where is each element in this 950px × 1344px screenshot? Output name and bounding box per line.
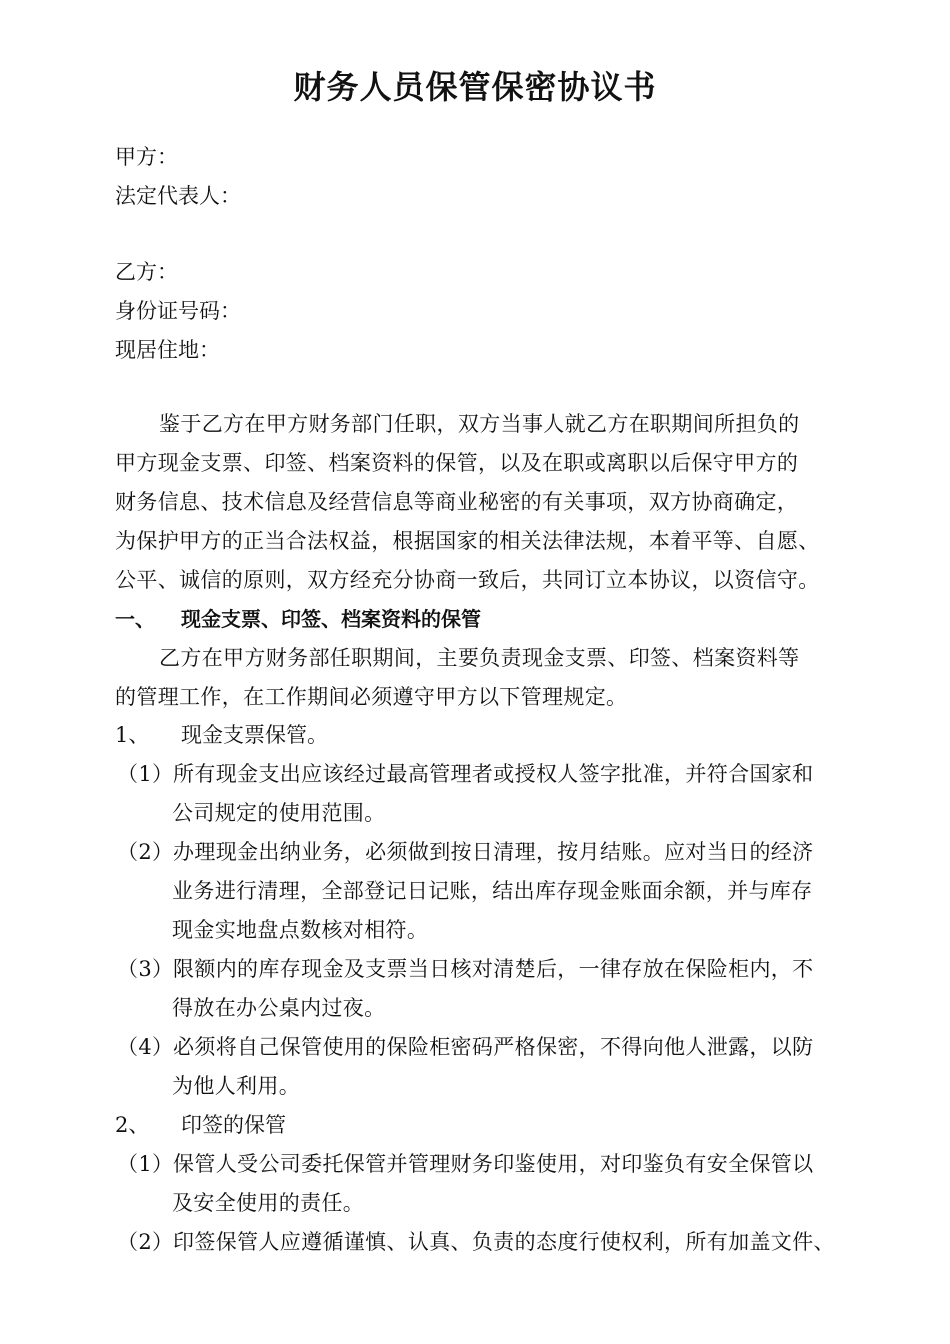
list-item bbox=[117, 1228, 835, 1256]
document-title: 财务人员保管保密协议书 bbox=[293, 68, 657, 106]
item-line: 印签保管人应遵循谨慎、认真、负责的态度行使权利，所有加盖文件、 bbox=[173, 1230, 835, 1254]
section-number: 一、 bbox=[115, 607, 155, 631]
party-a-representative-label: 法定代表人： bbox=[115, 184, 241, 208]
list-item bbox=[117, 838, 814, 866]
subsection-2-heading bbox=[115, 1111, 286, 1139]
item-line: 保管人受公司委托保管并管理财务印鉴使用，对印鉴负有安全保管以 bbox=[173, 1152, 814, 1176]
item-line: 业务进行清理，全部登记日记账，结出库存现金账面余额，并与库存 bbox=[172, 879, 813, 903]
preamble-line: 鉴于乙方在甲方财务部门任职，双方当事人就乙方在职期间所担负的 bbox=[159, 412, 800, 436]
subsection-number: 2、 bbox=[115, 1113, 150, 1137]
subsection-title: 现金支票保管。 bbox=[181, 723, 328, 747]
list-item bbox=[117, 1150, 814, 1178]
party-b-label: 乙方： bbox=[115, 260, 178, 284]
item-line: 公司规定的使用范围。 bbox=[172, 801, 386, 825]
item-line: 所有现金支出应该经过最高管理者或授权人签字批准，并符合国家和 bbox=[173, 762, 814, 786]
list-item bbox=[117, 1033, 814, 1061]
item-number: （4） bbox=[117, 1035, 174, 1059]
list-item bbox=[117, 760, 814, 788]
item-number: （2） bbox=[117, 1230, 174, 1254]
item-line: 得放在办公桌内过夜。 bbox=[172, 996, 386, 1020]
party-b-id-label: 身份证号码： bbox=[115, 299, 241, 323]
preamble-line: 公平、诚信的原则，双方经充分协商一致后，共同订立本协议，以资信守。 bbox=[115, 568, 820, 592]
list-item bbox=[117, 955, 814, 983]
party-b-address-label: 现居住地： bbox=[115, 338, 220, 362]
item-line: 限额内的库存现金及支票当日核对清楚后，一律存放在保险柜内，不 bbox=[173, 957, 814, 981]
preamble-line: 为保护甲方的正当合法权益，根据国家的相关法律法规，本着平等、自愿、 bbox=[115, 529, 820, 553]
item-number: （1） bbox=[117, 1152, 174, 1176]
section-1-intro-line: 的管理工作，在工作期间必须遵守甲方以下管理规定。 bbox=[115, 685, 628, 709]
item-number: （1） bbox=[117, 762, 174, 786]
subsection-1-heading bbox=[115, 721, 328, 749]
party-a-label: 甲方： bbox=[115, 145, 178, 169]
section-1-intro-line: 乙方在甲方财务部任职期间，主要负责现金支票、印签、档案资料等 bbox=[159, 646, 800, 670]
item-number: （2） bbox=[117, 840, 174, 864]
subsection-number: 1、 bbox=[115, 723, 150, 747]
item-line: 办理现金出纳业务，必须做到按日清理，按月结账。应对当日的经济 bbox=[173, 840, 814, 864]
preamble-line: 财务信息、技术信息及经营信息等商业秘密的有关事项，双方协商确定， bbox=[115, 490, 799, 514]
section-title: 现金支票、印签、档案资料的保管 bbox=[181, 607, 481, 631]
section-1-heading bbox=[115, 605, 481, 633]
item-line: 现金实地盘点数核对相符。 bbox=[172, 918, 429, 942]
item-line: 为他人利用。 bbox=[172, 1074, 301, 1098]
subsection-title: 印签的保管 bbox=[181, 1113, 286, 1137]
item-line: 必须将自己保管使用的保险柜密码严格保密，不得向他人泄露，以防 bbox=[173, 1035, 814, 1059]
item-line: 及安全使用的责任。 bbox=[172, 1191, 365, 1215]
item-number: （3） bbox=[117, 957, 174, 981]
preamble-line: 甲方现金支票、印签、档案资料的保管，以及在职或离职以后保守甲方的 bbox=[115, 451, 799, 475]
